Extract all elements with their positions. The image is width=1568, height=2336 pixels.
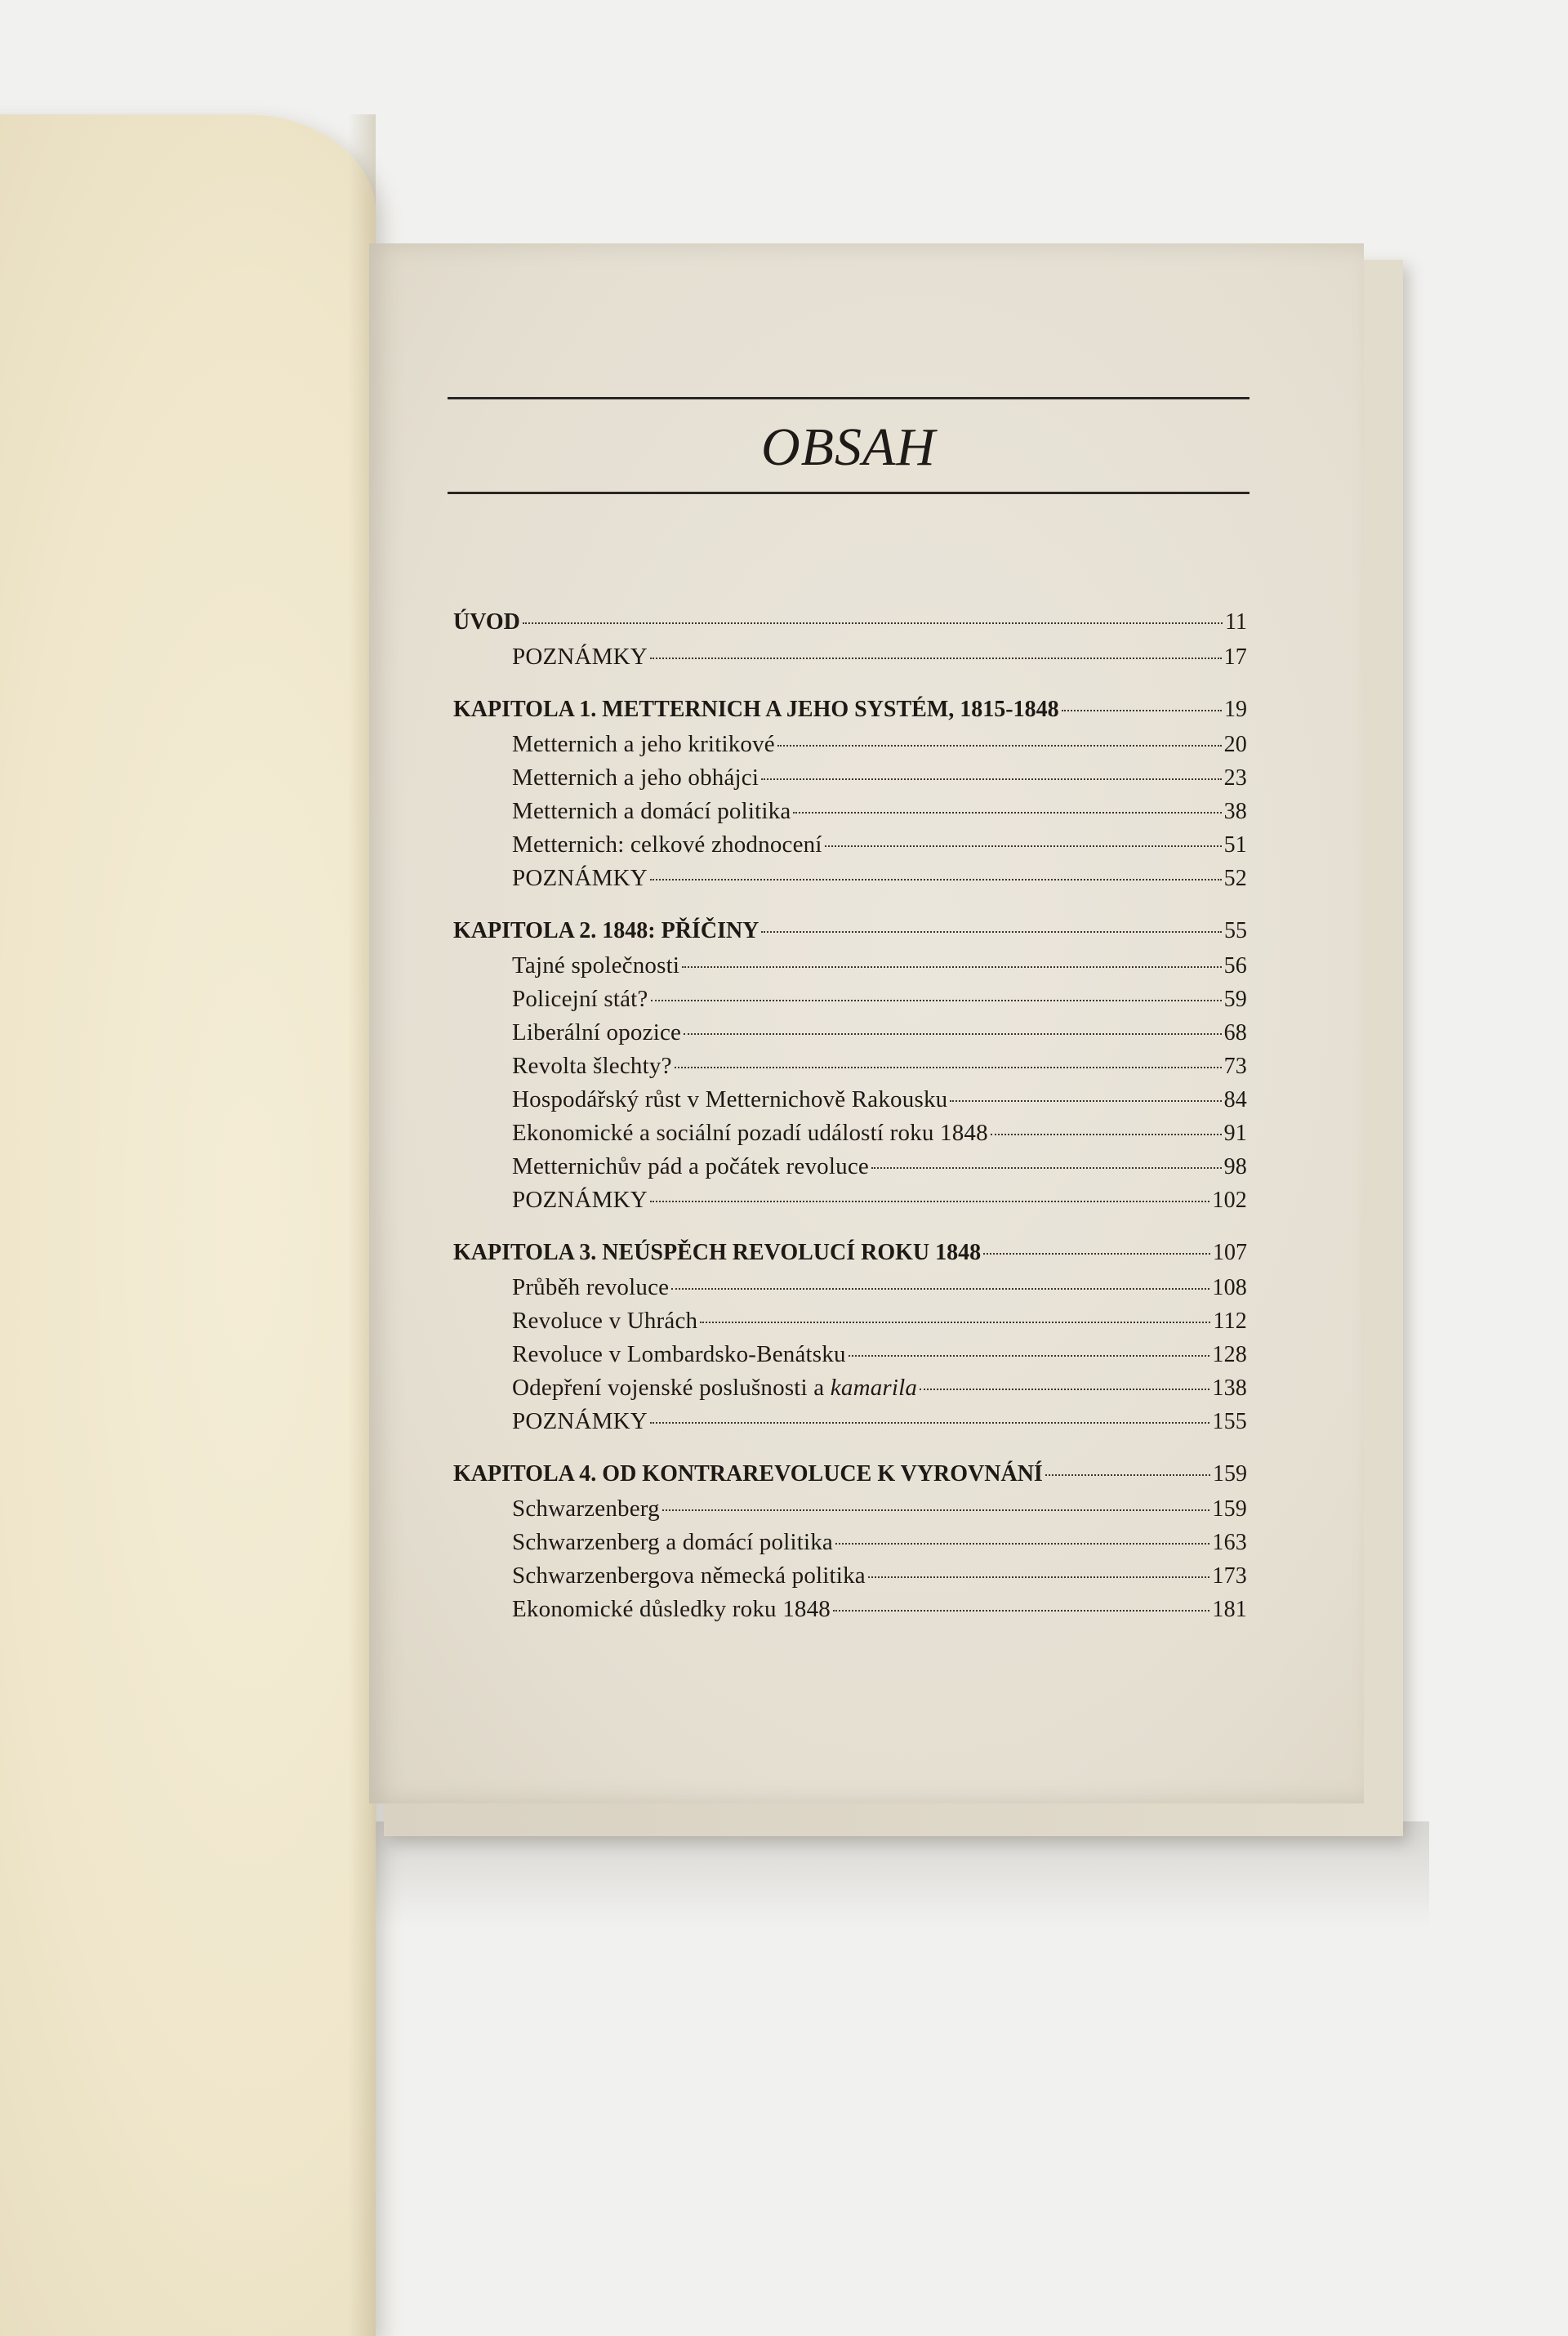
entry-label: Metternich: celkové zhodnocení: [512, 831, 822, 858]
entry-label: Metternich a jeho obhájci: [512, 765, 760, 791]
toc-entry: [453, 1304, 1247, 1338]
dot-leader: [1062, 709, 1222, 711]
page-number: 91: [1223, 1121, 1247, 1146]
page-number: 98: [1223, 1154, 1247, 1179]
page-number: 112: [1213, 1308, 1247, 1334]
toc-entry: [453, 1405, 1247, 1438]
page-number: 52: [1223, 866, 1247, 891]
toc-section: [453, 1456, 1247, 1626]
dot-leader: [825, 845, 1222, 847]
entry-label: Ekonomické a sociální pozadí událostí roku 1848: [512, 1120, 988, 1146]
dot-leader: [920, 1388, 1209, 1390]
title-rule-top: [448, 397, 1250, 399]
dot-leader: [777, 744, 1222, 747]
entry-label: KAPITOLA 2. 1848: PŘÍČINY: [453, 918, 760, 943]
dot-leader: [650, 1421, 1209, 1424]
page-number: 107: [1213, 1240, 1247, 1265]
page-number: 19: [1224, 697, 1247, 722]
toc-entry: [453, 1184, 1247, 1217]
dot-leader: [991, 1133, 1222, 1135]
dot-leader: [868, 1576, 1210, 1578]
page-number: 128: [1212, 1342, 1247, 1367]
toc-section: [453, 604, 1247, 674]
entry-label: POZNÁMKY: [512, 865, 648, 891]
entry-label: Tajné společnosti: [512, 952, 680, 979]
entry-label: Revoluce v Uhrách: [512, 1308, 698, 1334]
entry-label: KAPITOLA 4. OD KONTRAREVOLUCE K VYROVNÁNÍ: [453, 1461, 1043, 1487]
page-number: 155: [1212, 1409, 1247, 1434]
dot-leader: [950, 1099, 1221, 1102]
dot-leader: [793, 811, 1221, 814]
dot-leader: [675, 1066, 1222, 1068]
toc-section: [453, 692, 1247, 895]
entry-label: POZNÁMKY: [512, 1408, 648, 1434]
entry-label: Metternich a domácí politika: [512, 798, 791, 824]
toc-entry: [453, 795, 1247, 828]
toc-entry: [453, 983, 1247, 1016]
toc-entry: [453, 828, 1247, 862]
page-number: 73: [1223, 1054, 1247, 1079]
page-number: 68: [1223, 1020, 1247, 1045]
page-number: 17: [1223, 644, 1247, 670]
dot-leader: [650, 878, 1222, 880]
page-number: 20: [1223, 732, 1247, 757]
toc-entry: [453, 761, 1247, 795]
page-number: 55: [1224, 918, 1247, 943]
dot-leader: [650, 657, 1222, 659]
entry-label: Odepření vojenské poslušnosti a kamarila: [512, 1375, 918, 1401]
page-number: 11: [1225, 609, 1247, 635]
dot-leader: [983, 1252, 1210, 1255]
page-number: 138: [1212, 1375, 1247, 1401]
chapter-heading: [453, 913, 1247, 949]
entry-label: Liberální opozice: [512, 1019, 682, 1045]
toc-entry: [453, 1083, 1247, 1117]
page-number: 23: [1223, 765, 1247, 791]
page-number: 159: [1213, 1461, 1247, 1487]
toc-entry: [453, 1526, 1247, 1559]
toc-entry: [453, 640, 1247, 674]
toc-entry: [453, 1016, 1247, 1050]
entry-label-italic: kamarila: [830, 1375, 918, 1401]
page-number: 84: [1223, 1087, 1247, 1112]
dot-leader: [700, 1321, 1210, 1323]
dot-leader: [682, 965, 1221, 968]
entry-label: POZNÁMKY: [512, 644, 648, 670]
entry-label: Průběh revoluce: [512, 1274, 670, 1300]
page-number: 108: [1212, 1275, 1247, 1300]
chapter-heading: [453, 604, 1247, 640]
entry-label: Schwarzenbergova německá politika: [512, 1563, 866, 1589]
page-number: 38: [1223, 799, 1247, 824]
page-number: 181: [1212, 1597, 1247, 1622]
entry-label: Hospodářský růst v Metternichově Rakousku: [512, 1086, 948, 1112]
entry-label: ÚVOD: [453, 609, 520, 635]
dot-leader: [650, 1200, 1209, 1202]
toc-entry: [453, 1559, 1247, 1593]
page-number: 56: [1223, 953, 1247, 979]
dot-leader: [684, 1032, 1221, 1035]
dot-leader: [833, 1609, 1209, 1612]
entry-label: Policejní stát?: [512, 986, 648, 1012]
entry-label: Metternich a jeho kritikové: [512, 731, 775, 757]
toc-entry: [453, 1271, 1247, 1304]
dot-leader: [761, 778, 1221, 780]
entry-label: POZNÁMKY: [512, 1187, 648, 1213]
page-number: 59: [1223, 987, 1247, 1012]
dot-leader: [1045, 1473, 1210, 1476]
dot-leader: [871, 1166, 1222, 1169]
chapter-heading: [453, 1456, 1247, 1492]
page-title: OBSAH: [761, 417, 936, 477]
toc-entry: [453, 1338, 1247, 1371]
entry-label: Schwarzenberg a domácí politika: [512, 1529, 833, 1555]
toc-entry: [453, 949, 1247, 983]
toc-entry: [453, 1050, 1247, 1083]
page-number: 159: [1212, 1496, 1247, 1522]
left-page: [0, 114, 376, 2336]
table-of-contents: [453, 604, 1247, 1644]
toc-entry: [453, 1492, 1247, 1526]
entry-label: Schwarzenberg: [512, 1496, 660, 1522]
title-rule-bottom: [448, 492, 1250, 494]
page-number: 173: [1212, 1563, 1247, 1589]
toc-section: [453, 913, 1247, 1217]
entry-label: KAPITOLA 1. METTERNICH A JEHO SYSTÉM, 1815-1848: [453, 697, 1059, 722]
toc-entry: [453, 1593, 1247, 1626]
entry-label: Metternichův pád a počátek revoluce: [512, 1153, 869, 1179]
entry-label: KAPITOLA 3. NEÚSPĚCH REVOLUCÍ ROKU 1848: [453, 1240, 982, 1265]
entry-label: Revoluce v Lombardsko-Benátsku: [512, 1341, 846, 1367]
toc-entry: [453, 1371, 1247, 1405]
dot-leader: [523, 622, 1223, 624]
toc-entry: [453, 1150, 1247, 1184]
entry-label: Revolta šlechty?: [512, 1053, 672, 1079]
toc-entry: [453, 728, 1247, 761]
toc-section: [453, 1235, 1247, 1438]
page-number: 51: [1223, 832, 1247, 858]
dot-leader: [849, 1354, 1210, 1357]
dot-leader: [651, 999, 1222, 1001]
toc-entry: [453, 862, 1247, 895]
chapter-heading: [453, 692, 1247, 728]
dot-leader: [662, 1509, 1210, 1511]
entry-label: Ekonomické důsledky roku 1848: [512, 1596, 831, 1622]
dot-leader: [761, 930, 1222, 933]
page-number: 163: [1212, 1530, 1247, 1555]
chapter-heading: [453, 1235, 1247, 1271]
toc-entry: [453, 1117, 1247, 1150]
dot-leader: [671, 1287, 1209, 1290]
dot-leader: [835, 1542, 1209, 1545]
page-number: 102: [1212, 1188, 1247, 1213]
